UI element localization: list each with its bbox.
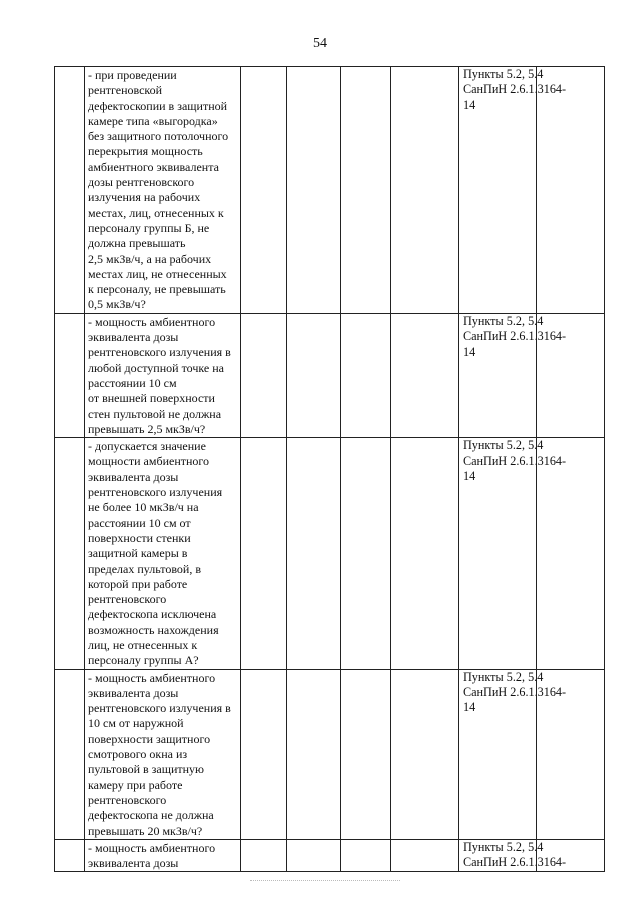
requirement-text-line: камере типа «выгородка» (88, 113, 218, 128)
requirement-cell (85, 839, 241, 872)
answer-cell (391, 669, 459, 839)
checklist-table-wrapper (54, 66, 604, 871)
requirement-text-line: дозы рентгеновского (88, 175, 195, 190)
requirement-text-line: без защитного потолочного (88, 129, 229, 144)
reference-text-line: СанПиН 2.6.1.3164- (463, 329, 567, 344)
requirement-cell (85, 669, 241, 839)
answer-cell (287, 313, 341, 437)
answer-cell (241, 438, 287, 669)
requirement-text-line: персоналу группы Б, не (88, 220, 210, 235)
requirement-text-line: мощности амбиентного (88, 454, 210, 469)
requirement-text-line: рентгеновской (88, 83, 163, 98)
requirement-text-line: рентгеновского (88, 792, 167, 807)
reference-text-line: СанПиН 2.6.1.3164- (463, 855, 567, 870)
requirement-cell (85, 438, 241, 669)
requirement-text-line: превышать 20 мкЗв/ч? (88, 823, 203, 838)
requirement-text-line: эквивалента дозы (88, 685, 179, 700)
requirement-text-line: стен пультовой не должна (88, 406, 222, 421)
requirement-text-line: камеру при работе (88, 777, 183, 792)
requirement-text-line: излучения на рабочих (88, 190, 201, 205)
requirement-text-line: превышать 2,5 мкЗв/ч? (88, 421, 206, 436)
reference-text-line: 14 (463, 700, 476, 715)
requirement-text-line: защитной камеры в (88, 546, 188, 561)
number-cell (55, 438, 85, 669)
table-row (55, 67, 605, 314)
requirement-text-line: пультовой в защитную (88, 762, 205, 777)
answer-cell (537, 438, 605, 669)
requirement-text-line: 10 см от наружной (88, 716, 184, 731)
reference-text-line: 14 (463, 97, 476, 112)
answer-cell (341, 839, 391, 872)
requirement-text-line: должна превышать (88, 236, 186, 251)
requirement-text-line: расстоянии 10 см от (88, 515, 191, 530)
table-row (55, 313, 605, 437)
reference-cell (459, 313, 567, 437)
answer-cell (287, 438, 341, 669)
answer-cell (287, 839, 341, 872)
page-number: 54 (313, 36, 327, 51)
table-row (55, 839, 605, 872)
number-cell (55, 669, 85, 839)
reference-cell (459, 669, 567, 839)
requirement-text-line: поверхности защитного (88, 731, 211, 746)
requirement-text-line: дефектоскопа не должна (88, 808, 214, 823)
reference-text-line: 14 (463, 468, 476, 483)
reference-text-line: СанПиН 2.6.1.3164- (463, 453, 567, 468)
answer-cell (341, 438, 391, 669)
answer-cell (391, 67, 459, 314)
answer-cell (391, 313, 459, 437)
reference-text-line: 14 (463, 344, 476, 359)
answer-cell (537, 67, 605, 314)
requirement-text-line: эквивалента дозы (88, 469, 179, 484)
answer-cell (341, 67, 391, 314)
checklist-table-body (55, 67, 605, 872)
requirement-text-line: 0,5 мкЗв/ч? (88, 297, 146, 312)
reference-cell (459, 67, 567, 314)
requirement-text-line: - мощность амбиентного (88, 840, 216, 855)
requirement-text-line: рентгеновского излучения в (88, 701, 231, 716)
requirement-text-line: - допускается значение (88, 439, 206, 454)
requirement-text-line: пределах пультовой, в (88, 561, 201, 576)
requirement-text-line: от внешней поверхности (88, 391, 215, 406)
requirement-text-line: возможность нахождения (88, 622, 219, 637)
checklist-table (54, 66, 605, 872)
requirement-cell (85, 313, 241, 437)
table-row (55, 669, 605, 839)
requirement-text-line: дефектоскопа исключена (88, 607, 217, 622)
requirement-text-line: любой доступной точке на (88, 360, 224, 375)
requirement-text-line: расстоянии 10 см (88, 375, 177, 390)
reference-cell (459, 839, 567, 872)
scan-artifact-line (250, 880, 400, 881)
requirement-text-line: - мощность амбиентного (88, 314, 216, 329)
requirement-text-line: эквивалента дозы (88, 856, 179, 871)
requirement-text-line: местах лиц, не отнесенных (88, 266, 227, 281)
answer-cell (391, 839, 459, 872)
reference-text-line: Пункты 5.2, 5.4 (463, 839, 544, 854)
number-cell (55, 313, 85, 437)
requirement-text-line: 2,5 мкЗв/ч, а на рабочих (88, 251, 212, 266)
reference-text-line: СанПиН 2.6.1.3164- (463, 82, 567, 97)
requirement-text-line: которой при работе (88, 576, 188, 591)
requirement-text-line: лиц, не отнесенных к (88, 637, 198, 652)
answer-cell (287, 67, 341, 314)
answer-cell (241, 313, 287, 437)
answer-cell (241, 839, 287, 872)
requirement-cell (85, 67, 241, 314)
answer-cell (241, 67, 287, 314)
requirement-text-line: рентгеновского (88, 592, 167, 607)
requirement-text-line: эквивалента дозы (88, 330, 179, 345)
reference-text-line: Пункты 5.2, 5.4 (463, 669, 544, 684)
requirement-text-line: смотрового окна из (88, 747, 188, 762)
requirement-text-line: местах, лиц, отнесенных к (88, 205, 224, 220)
requirement-text-line: перекрытия мощность (88, 144, 203, 159)
requirement-text-line: - мощность амбиентного (88, 670, 216, 685)
answer-cell (391, 438, 459, 669)
requirement-text-line: персоналу группы А? (88, 653, 199, 668)
requirement-text-line: к персоналу, не превышать (88, 282, 226, 297)
answer-cell (341, 669, 391, 839)
requirement-text-line: - при проведении (88, 68, 177, 82)
answer-cell (341, 313, 391, 437)
reference-text-line: Пункты 5.2, 5.4 (463, 313, 544, 328)
requirement-text-line: рентгеновского излучения (88, 485, 223, 500)
requirement-text-line: поверхности стенки (88, 530, 191, 545)
reference-text-line: Пункты 5.2, 5.4 (463, 67, 544, 81)
reference-text-line: СанПиН 2.6.1.3164- (463, 684, 567, 699)
reference-text-line: Пункты 5.2, 5.4 (463, 438, 544, 453)
requirement-text-line: дефектоскопии в защитной (88, 98, 228, 113)
answer-cell (287, 669, 341, 839)
number-cell (55, 839, 85, 872)
number-cell (55, 67, 85, 314)
requirement-text-line: рентгеновского излучения в (88, 345, 231, 360)
reference-cell (459, 438, 567, 669)
requirement-text-line: амбиентного эквивалента (88, 159, 219, 174)
answer-cell (241, 669, 287, 839)
requirement-text-line: не более 10 мкЗв/ч на (88, 500, 199, 515)
table-row (55, 438, 605, 669)
